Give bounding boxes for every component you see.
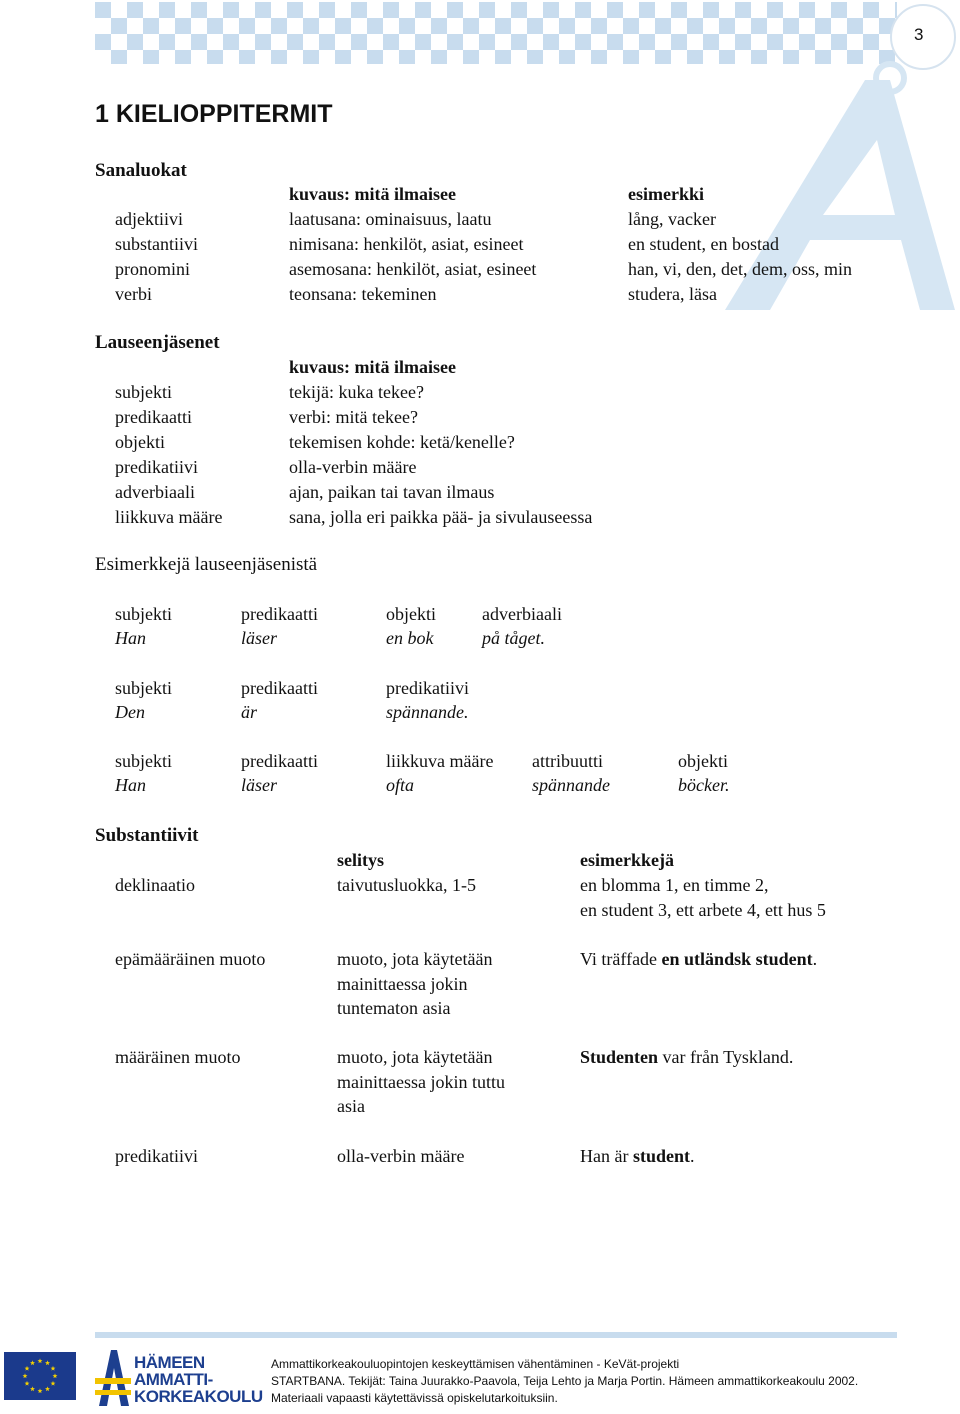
band-cell <box>319 34 335 50</box>
term-label: subjekti <box>115 382 172 402</box>
band-cell <box>575 34 591 50</box>
band-cell <box>399 50 415 64</box>
band-cell <box>159 34 175 50</box>
example-line <box>580 1146 695 1167</box>
band-cell <box>847 18 863 34</box>
column-header-description: kuvaus: mitä ilmaisee <box>289 184 457 204</box>
section-heading-lauseenjasenet: Lauseenjäsenet <box>95 332 220 353</box>
band-cell <box>527 50 543 64</box>
term-label: adverbiaali <box>115 482 195 502</box>
band-cell <box>767 34 783 50</box>
band-cell <box>367 50 383 64</box>
sentence-part-word: ofta <box>386 775 415 795</box>
band-cell <box>399 18 415 34</box>
band-cell <box>255 34 271 50</box>
band-cell <box>223 34 239 50</box>
example-text: studera, läsa <box>628 284 717 304</box>
sentence-part-word: en bok <box>386 628 434 648</box>
sentence-part-word: Han <box>115 628 146 648</box>
band-cell <box>511 2 527 18</box>
logo-text-line1: HÄMEEN <box>134 1353 205 1372</box>
band-cell <box>223 2 239 18</box>
band-cell <box>175 18 191 34</box>
decorative-letter-a-icon <box>715 60 960 320</box>
band-cell <box>431 50 447 64</box>
band-cell <box>543 2 559 18</box>
band-cell <box>543 34 559 50</box>
band-cell <box>207 18 223 34</box>
band-cell <box>111 50 127 64</box>
description-line: asia <box>337 1096 365 1116</box>
sentence-part-word: Den <box>115 702 145 722</box>
band-cell <box>799 2 815 18</box>
band-cell <box>271 50 287 64</box>
column-header-example: esimerkki <box>628 184 704 204</box>
band-cell <box>559 50 575 64</box>
sentence-part-word: är <box>241 702 258 722</box>
sentence-part-word: läser <box>241 775 277 795</box>
sentence-part-word: på tåget. <box>482 628 545 648</box>
band-cell <box>479 2 495 18</box>
eu-flag-icon <box>4 1352 76 1400</box>
sentence-part-label: subjekti <box>115 604 172 624</box>
band-cell <box>815 18 831 34</box>
header-checker-band <box>95 2 897 64</box>
term-label: pronomini <box>115 259 190 279</box>
sentence-part-label: objekti <box>678 751 728 771</box>
band-cell <box>191 34 207 50</box>
band-cell <box>591 50 607 64</box>
band-cell <box>623 50 639 64</box>
description-text: nimisana: henkilöt, asiat, esineet <box>289 234 524 254</box>
description-text: teonsana: tekeminen <box>289 284 437 304</box>
band-cell <box>687 50 703 64</box>
band-cell <box>735 34 751 50</box>
footer-text-line1: Ammattikorkeakouluopintojen keskeyttämisen vähentäminen - KeVät-projekti <box>271 1357 680 1371</box>
band-cell <box>447 2 463 18</box>
band-cell <box>303 50 319 64</box>
example-emphasis: Studenten <box>580 1047 659 1067</box>
description-text: sana, jolla eri paikka pää- ja sivulauseessa <box>289 507 593 527</box>
footer-text-line3: Materiaali vapaasti käytettävissä opiskelutarkoituksiin. <box>271 1391 558 1405</box>
band-cell <box>703 34 719 50</box>
band-cell <box>591 18 607 34</box>
column-header-selitys: selitys <box>337 850 384 870</box>
band-cell <box>479 34 495 50</box>
band-cell <box>415 34 431 50</box>
description-text: tekijä: kuka tekee? <box>289 382 424 402</box>
band-cell <box>239 18 255 34</box>
band-cell <box>495 18 511 34</box>
page-number: 3 <box>914 25 924 44</box>
band-cell <box>415 2 431 18</box>
sentence-part-label: objekti <box>386 604 436 624</box>
description-line: mainittaessa jokin <box>337 973 468 994</box>
band-cell <box>175 50 191 64</box>
sentence-part-label: attribuutti <box>532 751 603 771</box>
example-segment: Vi träffade <box>580 949 662 969</box>
section-heading-sanaluokat: Sanaluokat <box>95 160 187 181</box>
example-segment: var från Tyskland. <box>658 1047 794 1067</box>
footer-text-line2: STARTBANA. Tekijät: Taina Juurakko-Paavola, Teija Lehto ja Marja Portin. Hämeen ammattikorkeakoulu 2002. <box>271 1374 859 1388</box>
sentence-part-label: subjekti <box>115 751 172 771</box>
term-label: verbi <box>115 284 152 304</box>
example-line <box>580 900 826 921</box>
description-text: ajan, paikan tai tavan ilmaus <box>289 482 495 502</box>
sentence-part-label: predikaatti <box>241 604 318 624</box>
example-segment: en student 3, ett arbete 4, ett hus 5 <box>580 899 826 920</box>
band-cell <box>671 2 687 18</box>
band-cell <box>575 2 591 18</box>
example-text: lång, vacker <box>628 209 716 229</box>
band-cell <box>319 2 335 18</box>
band-cell <box>703 2 719 18</box>
band-cell <box>719 18 735 34</box>
description-line: muoto, jota käytetään <box>337 1047 493 1067</box>
band-cell <box>383 2 399 18</box>
band-cell <box>799 34 815 50</box>
term-label: adjektiivi <box>115 209 183 229</box>
band-cell <box>655 50 671 64</box>
band-cell <box>655 18 671 34</box>
band-cell <box>351 34 367 50</box>
band-cell <box>639 2 655 18</box>
example-segment: en blomma 1, en timme 2, <box>580 875 769 895</box>
band-cell <box>607 34 623 50</box>
band-cell <box>383 34 399 50</box>
band-cell <box>863 2 879 18</box>
band-cell <box>639 34 655 50</box>
sentence-part-word: Han <box>115 775 146 795</box>
sentence-part-label: subjekti <box>115 678 172 698</box>
band-cell <box>207 50 223 64</box>
sentence-part-word: spännande. <box>386 702 469 722</box>
example-line <box>580 949 817 970</box>
term-label: epämääräinen muoto <box>115 949 266 969</box>
band-cell <box>271 18 287 34</box>
band-cell <box>287 2 303 18</box>
description-line: olla-verbin määre <box>337 1146 465 1166</box>
term-label: objekti <box>115 432 165 452</box>
band-cell <box>335 18 351 34</box>
sentence-part-label: predikaatti <box>241 751 318 771</box>
band-cell <box>239 50 255 64</box>
band-cell <box>111 18 127 34</box>
column-header-esimerkkeja: esimerkkejä <box>580 850 674 870</box>
description-line: taivutusluokka, 1-5 <box>337 875 476 895</box>
description-text: asemosana: henkilöt, asiat, esineet <box>289 259 537 279</box>
band-cell <box>159 2 175 18</box>
band-cell <box>143 18 159 34</box>
band-cell <box>495 50 511 64</box>
band-cell <box>191 2 207 18</box>
description-text: tekemisen kohde: ketä/kenelle? <box>289 432 515 452</box>
footer-divider <box>95 1332 897 1338</box>
description-text: olla-verbin määre <box>289 457 417 477</box>
band-cell <box>767 2 783 18</box>
band-cell <box>287 34 303 50</box>
description-line: mainittaessa jokin tuttu <box>337 1071 505 1092</box>
term-label: predikatiivi <box>115 1146 198 1166</box>
band-cell <box>671 34 687 50</box>
hamk-logo-icon <box>95 1348 131 1408</box>
description-text: laatusana: ominaisuus, laatu <box>289 209 492 229</box>
sentence-part-label: adverbiaali <box>482 604 562 624</box>
example-emphasis: en utländsk student <box>661 949 813 969</box>
band-cell <box>127 34 143 50</box>
band-cell <box>431 18 447 34</box>
sentence-part-label: predikaatti <box>241 678 318 698</box>
band-cell <box>463 50 479 64</box>
band-cell <box>863 34 879 50</box>
band-cell <box>735 2 751 18</box>
example-segment: . <box>812 949 818 969</box>
section-heading-substantiivit: Substantiivit <box>95 825 199 846</box>
band-cell <box>559 18 575 34</box>
band-cell <box>831 34 847 50</box>
band-cell <box>623 18 639 34</box>
term-label: substantiivi <box>115 234 199 254</box>
band-cell <box>255 2 271 18</box>
example-line <box>580 1047 793 1068</box>
band-cell <box>335 50 351 64</box>
band-cell <box>95 2 111 18</box>
sentence-part-word: spännande <box>532 775 610 795</box>
band-cell <box>831 2 847 18</box>
description-line: tuntematon asia <box>337 998 451 1018</box>
example-line <box>580 875 768 896</box>
description-text: verbi: mitä tekee? <box>289 407 418 427</box>
band-cell <box>751 18 767 34</box>
example-text: han, vi, den, det, dem, oss, min <box>628 259 852 279</box>
example-segment: . <box>690 1146 695 1166</box>
band-cell <box>95 34 111 50</box>
column-header-description: kuvaus: mitä ilmaisee <box>289 357 457 377</box>
band-cell <box>783 18 799 34</box>
band-cell <box>463 18 479 34</box>
band-cell <box>511 34 527 50</box>
sentence-part-label: predikatiivi <box>386 678 469 698</box>
band-cell <box>607 2 623 18</box>
band-cell <box>367 18 383 34</box>
example-text: en student, en bostad <box>628 234 779 254</box>
example-segment: Han är <box>580 1146 633 1166</box>
logo-text-line3: KORKEAKOULU <box>134 1387 263 1406</box>
term-label: predikaatti <box>115 407 192 427</box>
sentence-part-word: läser <box>241 628 277 648</box>
logo-text-line2: AMMATTI- <box>134 1370 213 1389</box>
term-label: deklinaatio <box>115 875 195 895</box>
band-cell <box>127 2 143 18</box>
term-label: liikkuva määre <box>115 507 223 527</box>
band-cell <box>303 18 319 34</box>
sentence-part-label: liikkuva määre <box>386 751 494 771</box>
term-label: predikatiivi <box>115 457 198 477</box>
band-cell <box>351 2 367 18</box>
band-cell <box>527 18 543 34</box>
sentence-part-word: böcker. <box>678 775 730 795</box>
page-title: 1 KIELIOPPITERMIT <box>95 100 333 128</box>
band-cell <box>447 34 463 50</box>
example-emphasis: student <box>632 1146 690 1166</box>
band-cell <box>687 18 703 34</box>
band-cell <box>143 50 159 64</box>
description-line: muoto, jota käytetään <box>337 949 493 969</box>
section-heading-esimerkkeja: Esimerkkejä lauseenjäsenistä <box>95 554 318 575</box>
term-label: määräinen muoto <box>115 1047 241 1067</box>
